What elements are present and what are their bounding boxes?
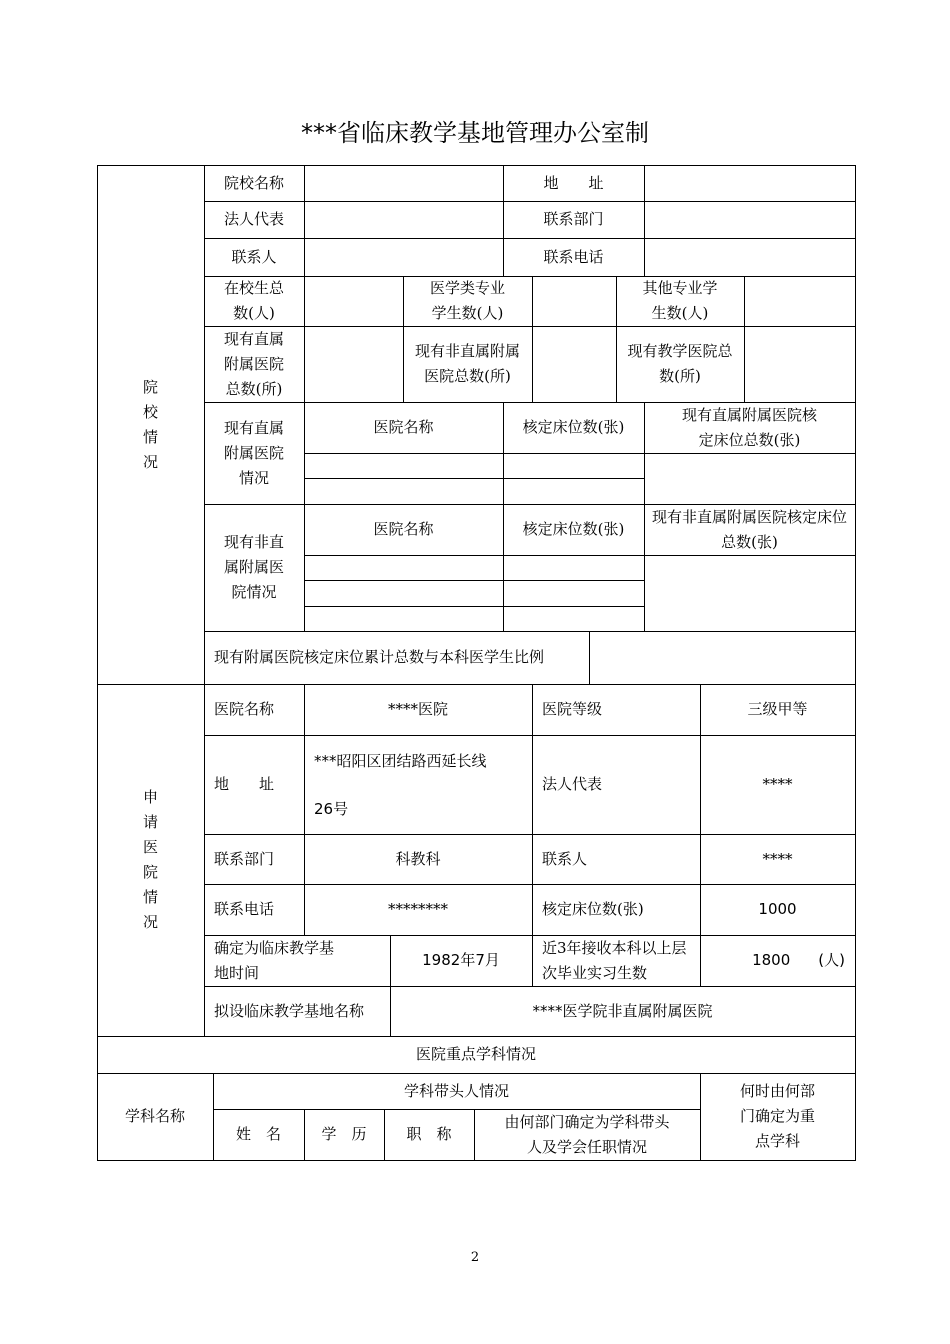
nondirect-hospitals-field[interactable]	[532, 326, 616, 402]
direct-section-label: 现有直属附属医院情况	[223, 418, 284, 487]
applicant-phone-label: 联系电话	[214, 900, 275, 918]
teaching-hospitals-label: 现有教学医院总数(所)	[627, 342, 733, 385]
applicant-legal-rep-value: ****	[762, 775, 793, 793]
leader-education-header: 学 历	[321, 1125, 367, 1143]
nondirect-section-label: 现有非直属附属医院情况	[223, 533, 284, 601]
applicant-grade-label: 医院等级	[542, 700, 603, 718]
applicant-legal-rep-label: 法人代表	[542, 775, 603, 793]
nondirect-total-beds-field[interactable]	[644, 555, 855, 631]
applicant-interns-value	[700, 935, 855, 986]
direct-total-beds-field[interactable]	[644, 453, 855, 504]
teaching-hospitals-field[interactable]	[744, 326, 855, 402]
school-contact-phone-field[interactable]	[644, 238, 855, 276]
direct-hospitals-field[interactable]	[304, 326, 403, 402]
applicant-grade-value: 三级甲等	[747, 700, 808, 718]
applicant-interns-number: 1800	[752, 951, 791, 969]
students-total-label: 在校生总数(人)	[223, 279, 284, 322]
applicant-phone-value: ********	[388, 900, 448, 918]
direct-hospitals-label: 现有直属附属医院总数(所)	[223, 329, 284, 398]
bed-ratio-label: 现有附属医院核定床位累计总数与本科医学生比例	[214, 648, 545, 666]
students-total-field[interactable]	[304, 276, 403, 326]
applicant-beds-value: 1000	[758, 900, 797, 918]
leader-dept-header: 由何部门确定为学科带头人及学会任职情况	[504, 1112, 670, 1156]
direct-hospital-row-1[interactable]	[304, 453, 503, 478]
proposed-name-value: ****医学院非直属附属医院	[532, 1001, 713, 1020]
applicant-section-label	[97, 684, 204, 1036]
direct-beds-header: 核定床位数(张)	[522, 418, 625, 436]
school-contact-dept-label: 联系部门	[543, 210, 604, 228]
applicant-beds-label: 核定床位数(张)	[542, 900, 644, 918]
other-students-label: 其他专业学生数(人)	[642, 279, 718, 322]
school-legal-rep-label: 法人代表	[223, 210, 284, 228]
medical-students-label: 医学类专业学生数(人)	[429, 279, 505, 322]
applicant-address-line-2: 26号	[314, 799, 349, 818]
nondirect-hospital-name-header: 医院名称	[373, 520, 434, 538]
applicant-section-text: 申请医院情况	[142, 788, 158, 931]
school-name-field[interactable]	[304, 165, 503, 201]
proposed-name-label: 拟设临床教学基地名称	[214, 1001, 365, 1020]
school-section-text: 院校情况	[142, 377, 158, 471]
nondirect-hospitals-label: 现有非直属附属医院总数(所)	[415, 342, 521, 385]
school-contact-phone-label: 联系电话	[543, 247, 604, 266]
applicant-interns-label: 近3年接收本科以上层次毕业实习生数	[542, 938, 687, 982]
discipline-name-header: 学科名称	[124, 1107, 185, 1125]
direct-hospital-row-2[interactable]	[304, 478, 503, 504]
medical-students-field[interactable]	[532, 276, 616, 326]
direct-total-beds-label: 现有直属附属医院核定床位总数(张)	[681, 405, 817, 449]
nondirect-beds-header: 核定床位数(张)	[522, 520, 625, 538]
applicant-base-time-value: 1982年7月	[422, 951, 500, 969]
applicant-contact-person-label: 联系人	[542, 849, 588, 868]
school-contact-person-field[interactable]	[304, 238, 503, 276]
applicant-contact-dept-label: 联系部门	[214, 849, 275, 868]
discipline-leader-header: 学科带头人情况	[403, 1081, 509, 1100]
disciplines-section-title: 医院重点学科情况	[415, 1045, 536, 1063]
applicant-address-line-1: ***昭阳区团结路西延长线	[314, 751, 487, 770]
school-name-label: 院校名称	[223, 173, 284, 192]
key-discipline-time-header: 何时由何部门确定为重点学科	[739, 1082, 815, 1150]
school-address-label: 地 址	[543, 173, 604, 192]
applicant-contact-dept-value: 科教科	[395, 849, 441, 868]
nondirect-total-beds-label: 现有非直属附属医院核定床位总数(张)	[652, 507, 848, 551]
school-address-field[interactable]	[644, 165, 855, 201]
page-number: 2	[470, 1250, 480, 1265]
school-contact-dept-field[interactable]	[644, 201, 855, 238]
page-title: ***省临床教学基地管理办公室制	[301, 119, 649, 147]
applicant-address-label: 地 址	[214, 775, 275, 793]
school-contact-person-label: 联系人	[231, 247, 277, 266]
leader-name-header: 姓 名	[235, 1125, 281, 1143]
direct-hospital-name-header: 医院名称	[373, 418, 434, 436]
other-students-field[interactable]	[744, 276, 855, 326]
applicant-interns-unit: (人)	[818, 951, 845, 969]
bed-ratio-field[interactable]	[589, 631, 855, 684]
applicant-base-time-label: 确定为临床教学基地时间	[214, 938, 335, 982]
applicant-contact-person-value: ****	[762, 849, 793, 868]
applicant-address-value	[304, 735, 532, 834]
leader-title-header: 职 称	[406, 1125, 452, 1143]
school-legal-rep-field[interactable]	[304, 201, 503, 238]
applicant-hospital-name-value: ****医院	[387, 700, 448, 718]
applicant-hospital-name-label: 医院名称	[214, 700, 275, 718]
school-section-label	[97, 165, 204, 684]
